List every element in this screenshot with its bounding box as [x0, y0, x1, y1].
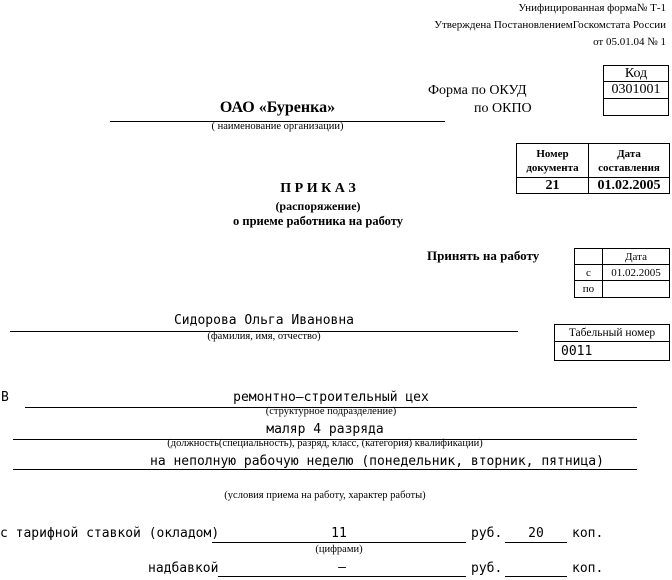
order-subtitle: (распоряжение): [275, 199, 361, 213]
bonus-kop-label: коп.: [572, 561, 604, 576]
doc-date-header: Дата составления: [588, 143, 670, 178]
salary-rub-value: 11: [331, 526, 347, 541]
conditions-underline: [13, 469, 637, 470]
approval-date-number: от 05.01.04 № 1: [593, 36, 666, 48]
hire-from-label: с: [574, 264, 603, 281]
bonus-kop-underline: [505, 576, 567, 577]
bonus-rub-value: —: [338, 560, 346, 575]
hire-date-empty-header: [574, 248, 603, 265]
unit-prefix: В: [1, 390, 9, 405]
order-title: П Р И К А З: [280, 181, 356, 196]
tab-number-cell: [554, 341, 670, 361]
doc-number-header: Номер документа: [516, 143, 589, 178]
salary-rub-label: руб.: [471, 526, 503, 541]
salary-caption: (цифрами): [315, 544, 363, 555]
organization-name: ОАО «Буренка»: [219, 99, 336, 116]
employee-name-caption: (фамилия, имя, отчество): [207, 331, 321, 342]
bonus-rub-label: руб.: [471, 561, 503, 576]
okud-label: Форма по ОКУД: [428, 83, 527, 98]
hire-label: Принять на работу: [427, 248, 540, 263]
unit-caption: (структурное подразделение): [265, 406, 397, 417]
position-caption: (должность(специальность), разряд, класс, (категория) квалификации): [167, 438, 483, 449]
okud-code-cell: 0301001: [603, 81, 669, 99]
bonus-label: надбавкой: [148, 561, 219, 576]
salary-kop-value: 20: [528, 526, 544, 541]
doc-number-value: 21: [516, 177, 589, 194]
conditions-caption: (условия приема на работу, характер работы): [224, 490, 426, 501]
employee-name: Сидорова Ольга Ивановна: [173, 313, 354, 328]
salary-kop-label: коп.: [572, 526, 604, 541]
conditions-value: на неполную рабочую неделю (понедельник, вторник, пятница): [150, 454, 604, 469]
code-header: Код: [603, 65, 669, 82]
hire-to-label: по: [574, 280, 603, 298]
bonus-rub-underline: [218, 576, 466, 577]
salary-kop-underline: [505, 542, 567, 543]
tab-number-header: Табельный номер: [554, 324, 670, 342]
hire-date-header: Дата: [602, 248, 670, 265]
salary-rub-underline: [212, 542, 466, 543]
position-value: маляр 4 разряда: [266, 422, 384, 437]
approval-label: Утверждена ПостановлениемГоскомстата России: [434, 19, 666, 31]
unified-form-label: Унифицированная форма№ Т-1: [518, 2, 666, 14]
hire-from-value: 01.02.2005: [602, 264, 670, 281]
salary-label: с тарифной ставкой (окладом): [0, 526, 220, 541]
tab-number-value: 0011: [561, 344, 593, 359]
organization-caption: ( наименование организации): [211, 121, 344, 132]
unit-value: ремонтно–строительный цех: [233, 390, 429, 405]
okpo-label: по ОКПО: [474, 101, 532, 116]
doc-date-value: 01.02.2005: [588, 177, 670, 194]
hire-to-value: [602, 280, 670, 298]
okpo-code-cell: [603, 98, 669, 116]
order-about: о приеме работника на работу: [233, 214, 403, 228]
